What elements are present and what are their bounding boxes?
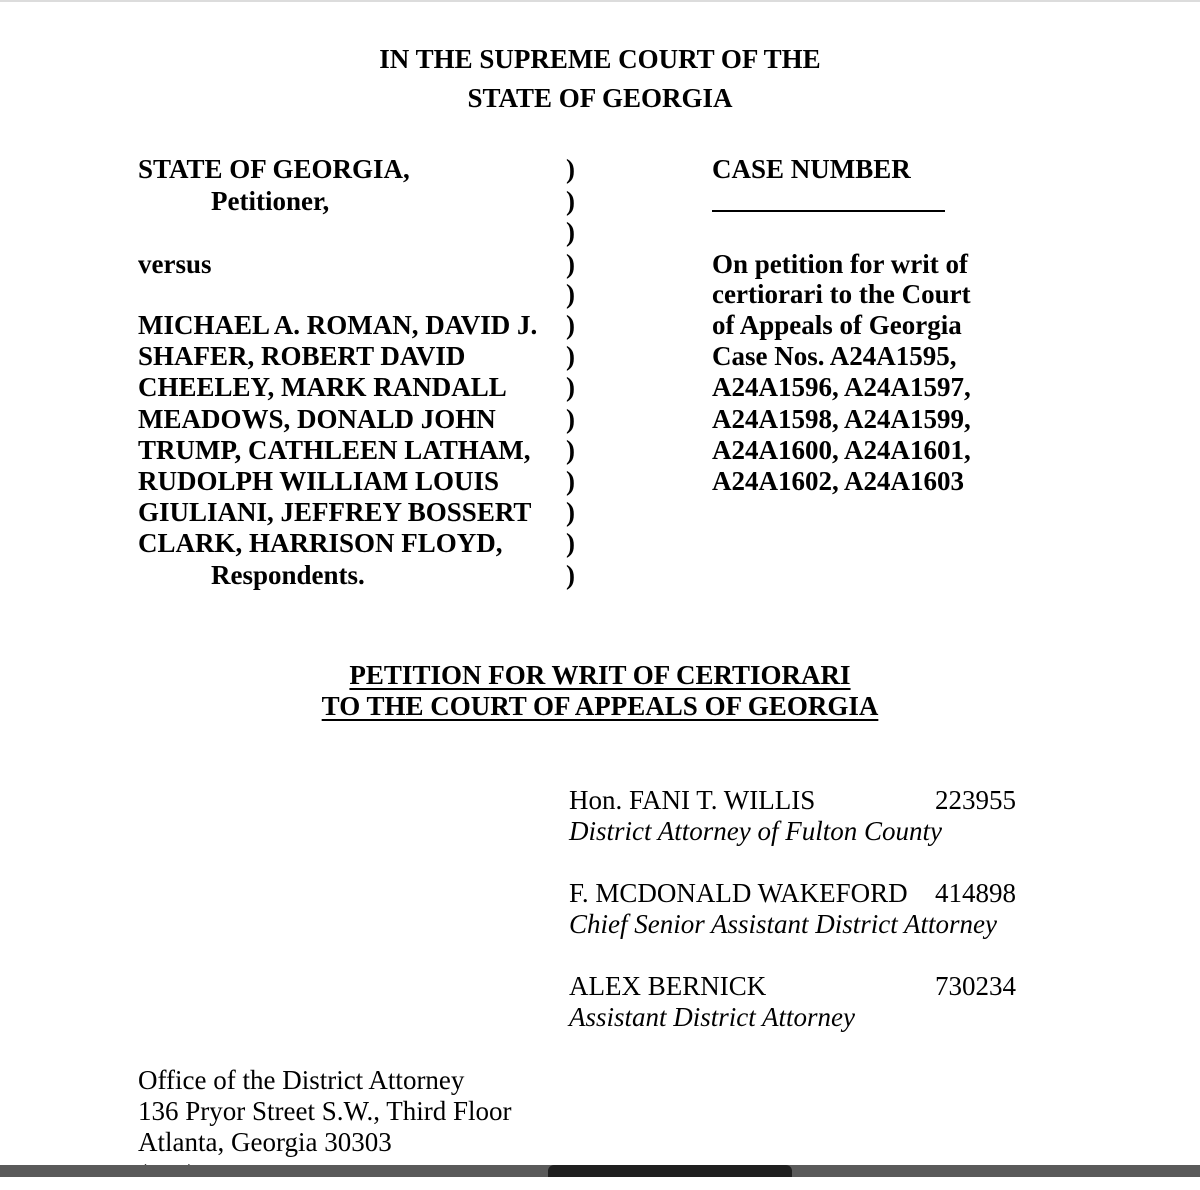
case-description-line: A24A1596, A24A1597,: [712, 372, 971, 402]
caption-paren: ): [566, 249, 575, 279]
court-heading-line2: STATE OF GEORGIA: [467, 83, 733, 113]
petition-title-line1: [0, 660, 1200, 691]
caption-respondent-line: MICHAEL A. ROMAN, DAVID J.: [138, 310, 538, 340]
office-street: 136 Pryor Street S.W., Third Floor: [138, 1096, 512, 1126]
attorney-name: ALEX BERNICK: [569, 971, 767, 1001]
attorney-bar-number: 223955: [935, 785, 1016, 815]
attorney-name: Hon. FANI T. WILLIS: [569, 785, 816, 815]
office-name: Office of the District Attorney: [138, 1065, 465, 1095]
bottom-overlay: [548, 1165, 792, 1177]
court-heading-line1: IN THE SUPREME COURT OF THE: [379, 44, 821, 74]
attorney-bar-number: 730234: [935, 971, 1016, 1001]
attorney-role: Chief Senior Assistant District Attorney: [569, 909, 998, 939]
caption-paren: ): [566, 372, 575, 402]
caption-versus: versus: [138, 249, 212, 279]
attorney-bar-number: 414898: [935, 878, 1016, 908]
caption-respondent-line: TRUMP, CATHLEEN LATHAM,: [138, 435, 531, 465]
case-number-label: CASE NUMBER: [712, 154, 911, 184]
caption-paren: ): [566, 341, 575, 371]
caption-paren: ): [566, 154, 575, 184]
office-city: Atlanta, Georgia 30303: [138, 1127, 392, 1157]
caption-respondent-line: CLARK, HARRISON FLOYD,: [138, 528, 503, 558]
caption-paren: ): [566, 279, 575, 309]
case-description-line: certiorari to the Court: [712, 279, 971, 309]
caption-paren: ): [566, 186, 575, 216]
caption-paren: ): [566, 560, 575, 590]
caption-respondent-line: SHAFER, ROBERT DAVID: [138, 341, 466, 371]
caption-paren: ): [566, 466, 575, 496]
caption-respondent-line: CHEELEY, MARK RANDALL: [138, 372, 507, 402]
case-description-line: On petition for writ of: [712, 249, 968, 279]
case-description-line: of Appeals of Georgia: [712, 310, 962, 340]
caption-paren: ): [566, 217, 575, 247]
caption-respondents-label: Respondents.: [211, 560, 365, 590]
case-description-line: A24A1598, A24A1599,: [712, 404, 971, 434]
attorney-role: Assistant District Attorney: [569, 1002, 856, 1032]
caption-respondent-line: RUDOLPH WILLIAM LOUIS: [138, 466, 500, 496]
caption-petitioner-label: Petitioner,: [211, 186, 330, 216]
petition-title-line2: [0, 691, 1200, 722]
caption-paren: ): [566, 435, 575, 465]
top-border: [0, 0, 1200, 2]
caption-paren: ): [566, 404, 575, 434]
attorney-role: District Attorney of Fulton County: [569, 816, 942, 846]
caption-respondent-line: GIULIANI, JEFFREY BOSSERT: [138, 497, 532, 527]
case-description-line: A24A1600, A24A1601,: [712, 435, 971, 465]
petition-title-text: PETITION FOR WRIT OF CERTIORARI: [349, 660, 851, 690]
bottom-window-strip: [0, 1165, 1200, 1177]
caption-paren: ): [566, 497, 575, 527]
case-description-line: Case Nos. A24A1595,: [712, 341, 957, 371]
case-description-line: A24A1602, A24A1603: [712, 466, 965, 496]
petition-title-text: TO THE COURT OF APPEALS OF GEORGIA: [321, 691, 879, 721]
attorney-name: F. MCDONALD WAKEFORD: [569, 878, 908, 908]
caption-paren: ): [566, 310, 575, 340]
caption-respondent-line: MEADOWS, DONALD JOHN: [138, 404, 496, 434]
caption-petitioner-name: STATE OF GEORGIA,: [138, 154, 410, 184]
case-number-blank-line: [712, 210, 945, 212]
caption-paren: ): [566, 528, 575, 558]
